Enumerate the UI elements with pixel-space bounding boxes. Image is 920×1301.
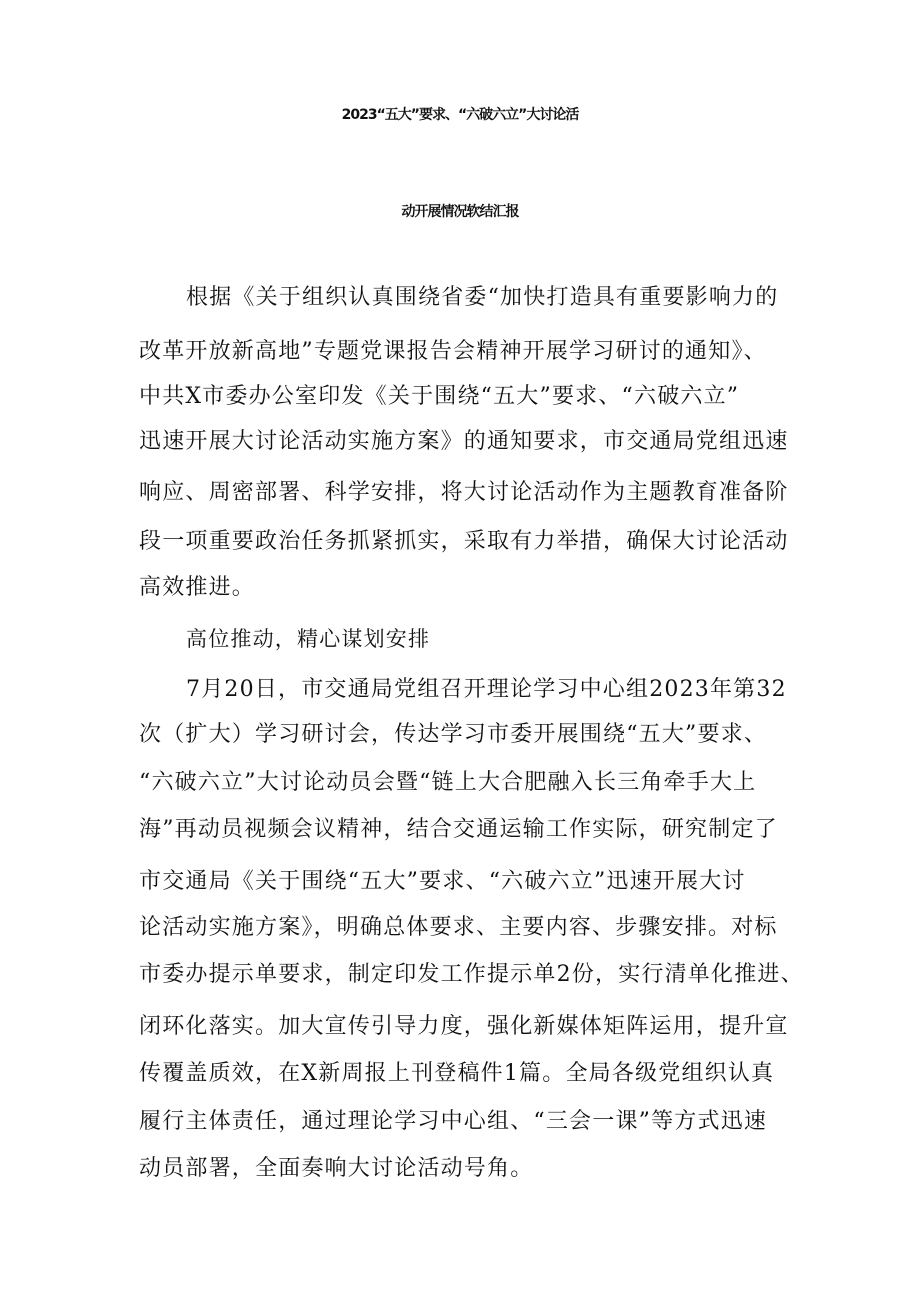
document-title-line-2: 动开展情况软结汇报 — [401, 204, 519, 220]
paragraph-1-line: 迅速开展大讨论活动实施方案》的通知要求，市交通局党组迅速 — [139, 429, 789, 454]
section-heading: 高位推动，精心谋划安排 — [186, 627, 431, 651]
paragraph-1-line: 高效推进。 — [139, 575, 256, 600]
document-title-line-1: 2023“五大”要求、“六破六立”大讨论活 — [341, 107, 579, 123]
paragraph-2-line: 动员部署，全面奏响大讨论活动号角。 — [139, 1156, 534, 1181]
paragraph-1-line: 响应、周密部署、科学安排，将大讨论活动作为主题教育准备阶 — [139, 480, 789, 505]
paragraph-2-line: 履行主体责任，通过理论学习中心组、“三会一课”等方式迅速 — [139, 1109, 768, 1134]
paragraph-1-line: 根据《关于组织认真围绕省委“加快打造具有重要影响力的 — [186, 285, 779, 310]
paragraph-2-line: 论活动实施方案》，明确总体要求、主要内容、步骤安排。对标 — [139, 915, 778, 940]
paragraph-2-line: 市委办提示单要求，制定印发工作提示单2份，实行清单化推进、 — [139, 962, 804, 987]
paragraph-2-line: 闭环化落实。加大宣传引导力度，强化新媒体矩阵运用，提升宣 — [139, 1014, 789, 1039]
paragraph-2-line: 次（扩大）学习研讨会，传达学习市委开展围绕“五大”要求、 — [139, 722, 768, 747]
paragraph-2-line: 传覆盖质效，在X新周报上刊登稿件1篇。全局各级党组织认真 — [139, 1061, 775, 1086]
paragraph-1-line: 中共X市委办公室印发《关于围绕“五大”要求、“六破六立” — [139, 384, 740, 409]
paragraph-1-line: 段一项重要政治任务抓紧抓实，采取有力举措，确保大讨论活动 — [139, 529, 789, 554]
paragraph-2-line: 7月20日，市交通局党组召开理论学习中心组2023年第32 — [186, 677, 787, 702]
paragraph-2-line: 海”再动员视频会议精神，结合交通运输工作实际，研究制定了 — [139, 817, 778, 842]
paragraph-1-line: 改革开放新高地”专题党课报告会精神开展学习研讨的通知》、 — [139, 339, 767, 364]
paragraph-2-line: “六破六立”大讨论动员会暨“链上大合肥融入长三角牵手大上 — [139, 770, 757, 795]
paragraph-2-line: 市交通局《关于围绕“五大”要求、“六破六立”迅速开展大讨 — [139, 869, 746, 894]
